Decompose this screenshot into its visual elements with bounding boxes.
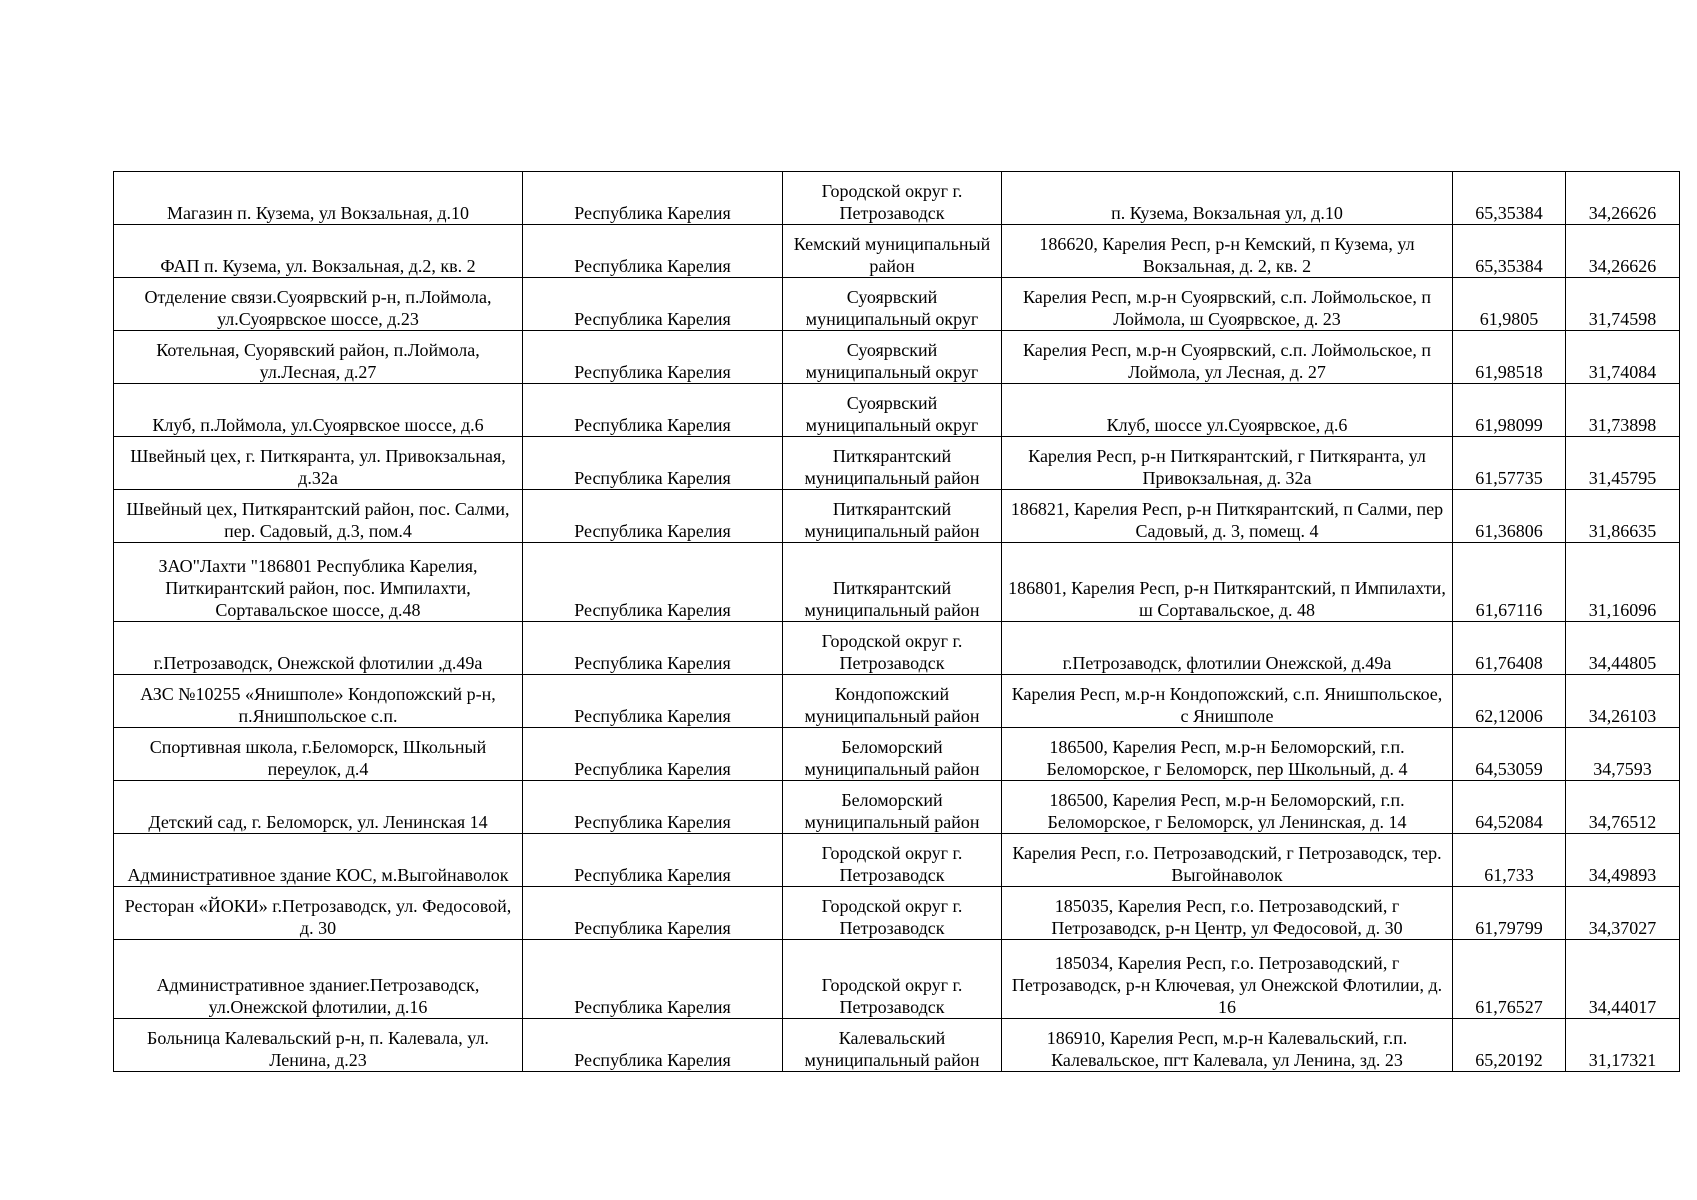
table-row bbox=[114, 225, 1680, 278]
latitude-cell: 61,57735 bbox=[1453, 437, 1566, 490]
address-cell: Карелия Респ, р-н Питкярантский, г Питкяранта, ул Привокзальная, д. 32а bbox=[1002, 437, 1453, 490]
longitude-cell: 31,17321 bbox=[1566, 1019, 1680, 1072]
latitude-cell: 64,52084 bbox=[1453, 781, 1566, 834]
region-cell: Республика Карелия bbox=[523, 940, 783, 1019]
table-row bbox=[114, 834, 1680, 887]
object-name-cell: Детский сад, г. Беломорск, ул. Ленинская 14 bbox=[114, 781, 523, 834]
latitude-cell: 65,20192 bbox=[1453, 1019, 1566, 1072]
latitude-cell: 61,76408 bbox=[1453, 622, 1566, 675]
object-name-cell: Отделение связи.Суоярвский р-н, п.Лоймола, ул.Суоярвское шоссе, д.23 bbox=[114, 278, 523, 331]
object-name-cell: Спортивная школа, г.Беломорск, Школьный переулок, д.4 bbox=[114, 728, 523, 781]
longitude-cell: 34,26626 bbox=[1566, 225, 1680, 278]
table-row bbox=[114, 675, 1680, 728]
longitude-cell: 31,74084 bbox=[1566, 331, 1680, 384]
region-cell: Республика Карелия bbox=[523, 172, 783, 225]
district-cell: Кемский муниципальный район bbox=[783, 225, 1002, 278]
region-cell: Республика Карелия bbox=[523, 331, 783, 384]
region-cell: Республика Карелия bbox=[523, 490, 783, 543]
latitude-cell: 65,35384 bbox=[1453, 225, 1566, 278]
latitude-cell: 64,53059 bbox=[1453, 728, 1566, 781]
district-cell: Питкярантский муниципальный район bbox=[783, 437, 1002, 490]
district-cell: Городской округ г. Петрозаводск bbox=[783, 172, 1002, 225]
district-cell: Суоярвский муниципальный округ bbox=[783, 278, 1002, 331]
latitude-cell: 65,35384 bbox=[1453, 172, 1566, 225]
longitude-cell: 34,37027 bbox=[1566, 887, 1680, 940]
region-cell: Республика Карелия bbox=[523, 225, 783, 278]
latitude-cell: 62,12006 bbox=[1453, 675, 1566, 728]
object-name-cell: г.Петрозаводск, Онежской флотилии ,д.49а bbox=[114, 622, 523, 675]
table-row bbox=[114, 384, 1680, 437]
latitude-cell: 61,733 bbox=[1453, 834, 1566, 887]
longitude-cell: 34,7593 bbox=[1566, 728, 1680, 781]
longitude-cell: 31,86635 bbox=[1566, 490, 1680, 543]
object-name-cell: Клуб, п.Лоймола, ул.Суоярвское шоссе, д.6 bbox=[114, 384, 523, 437]
longitude-cell: 31,45795 bbox=[1566, 437, 1680, 490]
table-row bbox=[114, 172, 1680, 225]
address-cell: 186910, Карелия Респ, м.р-н Калевальский, г.п. Калевальское, пгт Калевала, ул Ленина, зд. 23 bbox=[1002, 1019, 1453, 1072]
table-row bbox=[114, 622, 1680, 675]
region-cell: Республика Карелия bbox=[523, 887, 783, 940]
object-name-cell: Административное здание КОС, м.Выгойнаволок bbox=[114, 834, 523, 887]
district-cell: Суоярвский муниципальный округ bbox=[783, 384, 1002, 437]
address-cell: Клуб, шоссе ул.Суоярвское, д.6 bbox=[1002, 384, 1453, 437]
table-row bbox=[114, 437, 1680, 490]
district-cell: Беломорский муниципальный район bbox=[783, 728, 1002, 781]
district-cell: Городской округ г. Петрозаводск bbox=[783, 622, 1002, 675]
object-name-cell: Ресторан «ЙОКИ» г.Петрозаводск, ул. Федосовой, д. 30 bbox=[114, 887, 523, 940]
longitude-cell: 31,16096 bbox=[1566, 543, 1680, 622]
district-cell: Кондопожский муниципальный район bbox=[783, 675, 1002, 728]
district-cell: Городской округ г. Петрозаводск bbox=[783, 940, 1002, 1019]
object-name-cell: ФАП п. Кузема, ул. Вокзальная, д.2, кв. 2 bbox=[114, 225, 523, 278]
address-cell: 185034, Карелия Респ, г.о. Петрозаводский, г Петрозаводск, р-н Ключевая, ул Онежской Флотилии, д. 16 bbox=[1002, 940, 1453, 1019]
document-page bbox=[113, 171, 1680, 1072]
latitude-cell: 61,76527 bbox=[1453, 940, 1566, 1019]
longitude-cell: 31,73898 bbox=[1566, 384, 1680, 437]
table-row bbox=[114, 1019, 1680, 1072]
address-cell: Карелия Респ, г.о. Петрозаводский, г Петрозаводск, тер. Выгойнаволок bbox=[1002, 834, 1453, 887]
region-cell: Республика Карелия bbox=[523, 781, 783, 834]
object-name-cell: Котельная, Суорявский район, п.Лоймола, ул.Лесная, д.27 bbox=[114, 331, 523, 384]
objects-table bbox=[113, 171, 1680, 1072]
table-row bbox=[114, 543, 1680, 622]
object-name-cell: Магазин п. Кузема, ул Вокзальная, д.10 bbox=[114, 172, 523, 225]
longitude-cell: 34,76512 bbox=[1566, 781, 1680, 834]
address-cell: п. Кузема, Вокзальная ул, д.10 bbox=[1002, 172, 1453, 225]
district-cell: Питкярантский муниципальный район bbox=[783, 490, 1002, 543]
table-row bbox=[114, 490, 1680, 543]
longitude-cell: 34,44805 bbox=[1566, 622, 1680, 675]
table-row bbox=[114, 331, 1680, 384]
latitude-cell: 61,79799 bbox=[1453, 887, 1566, 940]
district-cell: Калевальский муниципальный район bbox=[783, 1019, 1002, 1072]
table-row bbox=[114, 728, 1680, 781]
longitude-cell: 34,26103 bbox=[1566, 675, 1680, 728]
table-row bbox=[114, 940, 1680, 1019]
district-cell: Питкярантский муниципальный район bbox=[783, 543, 1002, 622]
address-cell: г.Петрозаводск, флотилии Онежской, д.49а bbox=[1002, 622, 1453, 675]
longitude-cell: 34,26626 bbox=[1566, 172, 1680, 225]
object-name-cell: ЗАО"Лахти "186801 Республика Карелия, Питкирантский район, пос. Импилахти, Сортавальское шоссе, д.48 bbox=[114, 543, 523, 622]
object-name-cell: Швейный цех, г. Питкяранта, ул. Привокзальная, д.32а bbox=[114, 437, 523, 490]
table-row bbox=[114, 781, 1680, 834]
latitude-cell: 61,67116 bbox=[1453, 543, 1566, 622]
district-cell: Беломорский муниципальный район bbox=[783, 781, 1002, 834]
address-cell: 186801, Карелия Респ, р-н Питкярантский, п Импилахти, ш Сортавальское, д. 48 bbox=[1002, 543, 1453, 622]
region-cell: Республика Карелия bbox=[523, 622, 783, 675]
address-cell: 186620, Карелия Респ, р-н Кемский, п Кузема, ул Вокзальная, д. 2, кв. 2 bbox=[1002, 225, 1453, 278]
longitude-cell: 34,49893 bbox=[1566, 834, 1680, 887]
address-cell: 186500, Карелия Респ, м.р-н Беломорский, г.п. Беломорское, г Беломорск, пер Школьный, д. 4 bbox=[1002, 728, 1453, 781]
region-cell: Республика Карелия bbox=[523, 543, 783, 622]
longitude-cell: 31,74598 bbox=[1566, 278, 1680, 331]
region-cell: Республика Карелия bbox=[523, 834, 783, 887]
longitude-cell: 34,44017 bbox=[1566, 940, 1680, 1019]
table-row bbox=[114, 278, 1680, 331]
address-cell: 186821, Карелия Респ, р-н Питкярантский, п Салми, пер Садовый, д. 3, помещ. 4 bbox=[1002, 490, 1453, 543]
object-name-cell: Больница Калевальский р-н, п. Калевала, ул. Ленина, д.23 bbox=[114, 1019, 523, 1072]
latitude-cell: 61,36806 bbox=[1453, 490, 1566, 543]
latitude-cell: 61,98518 bbox=[1453, 331, 1566, 384]
region-cell: Республика Карелия bbox=[523, 278, 783, 331]
objects-table-body bbox=[114, 172, 1680, 1072]
address-cell: Карелия Респ, м.р-н Суоярвский, с.п. Лоймольское, п Лоймола, ш Суоярвское, д. 23 bbox=[1002, 278, 1453, 331]
region-cell: Республика Карелия bbox=[523, 675, 783, 728]
address-cell: Карелия Респ, м.р-н Кондопожский, с.п. Янишпольское, с Янишполе bbox=[1002, 675, 1453, 728]
region-cell: Республика Карелия bbox=[523, 384, 783, 437]
object-name-cell: Административное зданиег.Петрозаводск, ул.Онежской флотилии, д.16 bbox=[114, 940, 523, 1019]
district-cell: Суоярвский муниципальный округ bbox=[783, 331, 1002, 384]
object-name-cell: АЗС №10255 «Янишполе» Кондопожский р-н, п.Янишпольское с.п. bbox=[114, 675, 523, 728]
region-cell: Республика Карелия bbox=[523, 1019, 783, 1072]
address-cell: 186500, Карелия Респ, м.р-н Беломорский, г.п. Беломорское, г Беломорск, ул Ленинская, д. 14 bbox=[1002, 781, 1453, 834]
region-cell: Республика Карелия bbox=[523, 437, 783, 490]
latitude-cell: 61,9805 bbox=[1453, 278, 1566, 331]
region-cell: Республика Карелия bbox=[523, 728, 783, 781]
address-cell: 185035, Карелия Респ, г.о. Петрозаводский, г Петрозаводск, р-н Центр, ул Федосовой, д. 30 bbox=[1002, 887, 1453, 940]
object-name-cell: Швейный цех, Питкярантский район, пос. Салми, пер. Садовый, д.3, пом.4 bbox=[114, 490, 523, 543]
district-cell: Городской округ г. Петрозаводск bbox=[783, 887, 1002, 940]
address-cell: Карелия Респ, м.р-н Суоярвский, с.п. Лоймольское, п Лоймола, ул Лесная, д. 27 bbox=[1002, 331, 1453, 384]
district-cell: Городской округ г. Петрозаводск bbox=[783, 834, 1002, 887]
table-row bbox=[114, 887, 1680, 940]
latitude-cell: 61,98099 bbox=[1453, 384, 1566, 437]
